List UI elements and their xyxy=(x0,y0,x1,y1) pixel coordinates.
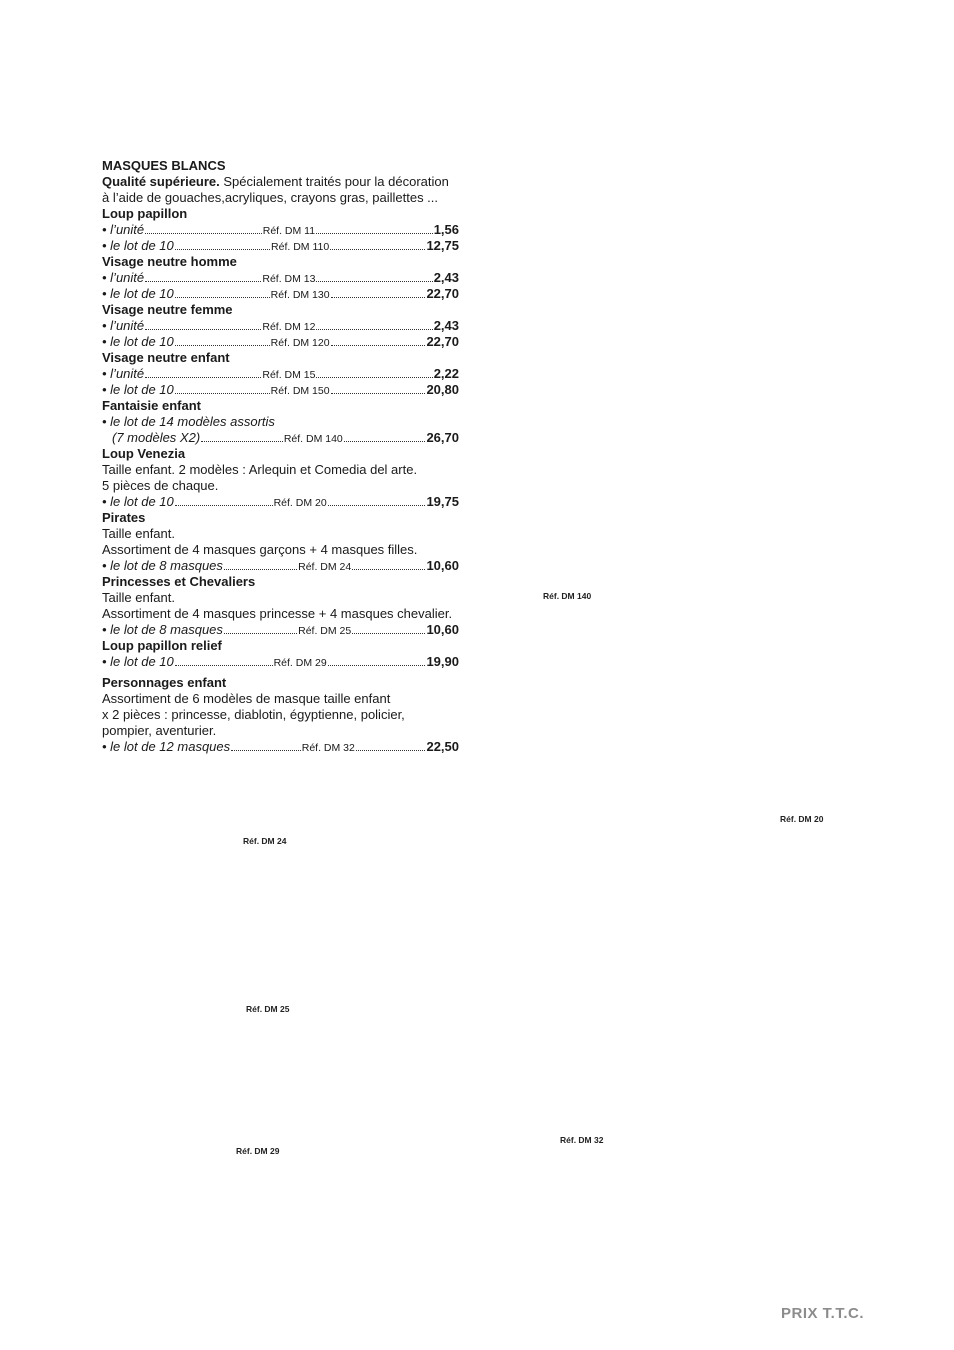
price-row xyxy=(102,334,459,350)
section-title: Fantaisie enfant xyxy=(102,398,201,413)
price-row xyxy=(102,318,459,334)
dot-leader xyxy=(224,633,297,634)
photo-label-dm140: Réf. DM 140 xyxy=(543,591,592,601)
dot-leader xyxy=(330,249,425,250)
item-ref: Réf. DM 150 xyxy=(270,385,330,397)
item-description: Taille enfant. xyxy=(102,526,175,541)
dot-leader xyxy=(328,505,426,506)
item-label: • le lot de 10 xyxy=(102,494,174,509)
dot-leader xyxy=(231,750,301,751)
item-label: • le lot de 10 xyxy=(102,334,174,349)
dot-leader xyxy=(356,750,426,751)
item-description: Assortiment de 6 modèles de masque taille enfant xyxy=(102,691,391,706)
section-title: Princesses et Chevaliers xyxy=(102,574,256,589)
item-ref: Réf. DM 120 xyxy=(270,337,330,349)
item-price: 2,43 xyxy=(433,318,459,333)
section-title: Visage neutre enfant xyxy=(102,350,230,365)
item-ref: Réf. DM 110 xyxy=(271,241,330,253)
section-title: Loup papillon relief xyxy=(102,638,222,653)
item-price: 2,43 xyxy=(433,270,459,285)
dot-leader xyxy=(316,281,432,282)
dot-leader xyxy=(175,249,270,250)
price-row xyxy=(102,622,459,638)
item-description: pompier, aventurier. xyxy=(102,723,217,738)
item-ref: Réf. DM 29 xyxy=(273,657,327,669)
price-row xyxy=(102,366,459,382)
price-row xyxy=(102,654,459,670)
price-note: PRIX T.T.C. xyxy=(781,1305,865,1322)
price-row xyxy=(102,558,459,574)
dot-leader xyxy=(331,297,426,298)
section-title: Loup Venezia xyxy=(102,446,186,461)
catalog-title: MASQUES BLANCS xyxy=(102,158,226,173)
price-row xyxy=(102,286,459,302)
intro-line-1 xyxy=(102,174,459,190)
item-label: • le lot de 10 xyxy=(102,382,174,397)
intro-line-2: à l’aide de gouaches,acryliques, crayons gras, paillettes ... xyxy=(102,190,439,205)
item-ref: Réf. DM 130 xyxy=(270,289,330,301)
dot-leader xyxy=(145,329,261,330)
item-price: 1,56 xyxy=(433,222,459,237)
item-label: • le lot de 10 xyxy=(102,238,174,253)
item-ref: Réf. DM 25 xyxy=(298,625,352,637)
item-label: • l’unité xyxy=(102,270,145,285)
photo-label-dm32: Réf. DM 32 xyxy=(560,1135,604,1145)
dot-leader xyxy=(328,665,426,666)
item-ref: Réf. DM 20 xyxy=(273,497,327,509)
item-label: • le lot de 12 masques xyxy=(102,739,231,754)
item-description: Taille enfant. xyxy=(102,590,175,605)
item-price: 20,80 xyxy=(426,382,459,397)
item-ref: Réf. DM 15 xyxy=(262,369,316,381)
photo-label-dm24: Réf. DM 24 xyxy=(243,836,287,846)
intro-text: Spécialement traités pour la décoration xyxy=(219,174,449,189)
item-description: x 2 pièces : princesse, diablotin, égyptienne, policier, xyxy=(102,707,405,722)
photo-label-dm25: Réf. DM 25 xyxy=(246,1004,290,1014)
dot-leader xyxy=(145,281,261,282)
section-title: Visage neutre femme xyxy=(102,302,233,317)
dot-leader xyxy=(175,297,270,298)
dot-leader xyxy=(175,393,270,394)
item-price: 19,75 xyxy=(426,494,459,509)
item-description: Taille enfant. 2 modèles : Arlequin et Comedia del arte. xyxy=(102,462,418,477)
product-list xyxy=(102,158,459,755)
item-description: 5 pièces de chaque. xyxy=(102,478,219,493)
item-price: 12,75 xyxy=(426,238,459,253)
dot-leader xyxy=(331,345,426,346)
item-label: • l’unité xyxy=(102,222,145,237)
dot-leader xyxy=(145,233,262,234)
price-row xyxy=(102,270,459,286)
item-description: Assortiment de 4 masques princesse + 4 masques chevalier. xyxy=(102,606,453,621)
price-row xyxy=(102,382,459,398)
item-label: • l’unité xyxy=(102,366,145,381)
item-price: 26,70 xyxy=(426,430,459,445)
price-row xyxy=(102,739,459,755)
item-label: • le lot de 8 masques xyxy=(102,622,223,637)
item-price: 10,60 xyxy=(426,558,459,573)
dot-leader xyxy=(316,329,432,330)
item-ref: Réf. DM 12 xyxy=(262,321,316,333)
item-price: 22,70 xyxy=(426,286,459,301)
dot-leader xyxy=(352,569,425,570)
dot-leader xyxy=(352,633,425,634)
item-label: • le lot de 10 xyxy=(102,286,174,301)
item-label: • le lot de 10 xyxy=(102,654,174,669)
section-title: Pirates xyxy=(102,510,146,525)
dot-leader xyxy=(175,505,273,506)
item-ref: Réf. DM 24 xyxy=(298,561,352,573)
dot-leader xyxy=(201,441,283,442)
intro-bold: Qualité supérieure. xyxy=(102,174,220,189)
section-title: Personnages enfant xyxy=(102,675,227,690)
dot-leader xyxy=(316,377,432,378)
section-title: Visage neutre homme xyxy=(102,254,237,269)
photo-label-dm20: Réf. DM 20 xyxy=(780,814,824,824)
item-price: 10,60 xyxy=(426,622,459,637)
item-label: • l’unité xyxy=(102,318,145,333)
section-title: Loup papillon xyxy=(102,206,188,221)
item-price: 22,70 xyxy=(426,334,459,349)
dot-leader xyxy=(316,233,433,234)
dot-leader xyxy=(344,441,426,442)
item-price: 22,50 xyxy=(426,739,460,754)
item-ref: Réf. DM 13 xyxy=(262,273,316,285)
photo-label-dm29: Réf. DM 29 xyxy=(236,1146,280,1156)
price-row xyxy=(102,238,459,254)
item-label: • le lot de 14 modèles assortis xyxy=(102,414,275,429)
dot-leader xyxy=(175,345,270,346)
item-description: Assortiment de 4 masques garçons + 4 masques filles. xyxy=(102,542,418,557)
dot-leader xyxy=(145,377,261,378)
dot-leader xyxy=(331,393,426,394)
item-price: 19,90 xyxy=(426,654,459,669)
item-ref: Réf. DM 32 xyxy=(301,742,355,754)
dot-leader xyxy=(175,665,273,666)
item-label: (7 modèles X2) xyxy=(112,430,201,445)
item-ref: Réf. DM 11 xyxy=(262,225,316,237)
item-ref: Réf. DM 140 xyxy=(283,433,343,445)
item-label: • le lot de 8 masques xyxy=(102,558,223,573)
price-row xyxy=(102,222,459,238)
item-price: 2,22 xyxy=(433,366,459,381)
dot-leader xyxy=(224,569,297,570)
price-row xyxy=(102,430,459,446)
price-row xyxy=(102,494,459,510)
